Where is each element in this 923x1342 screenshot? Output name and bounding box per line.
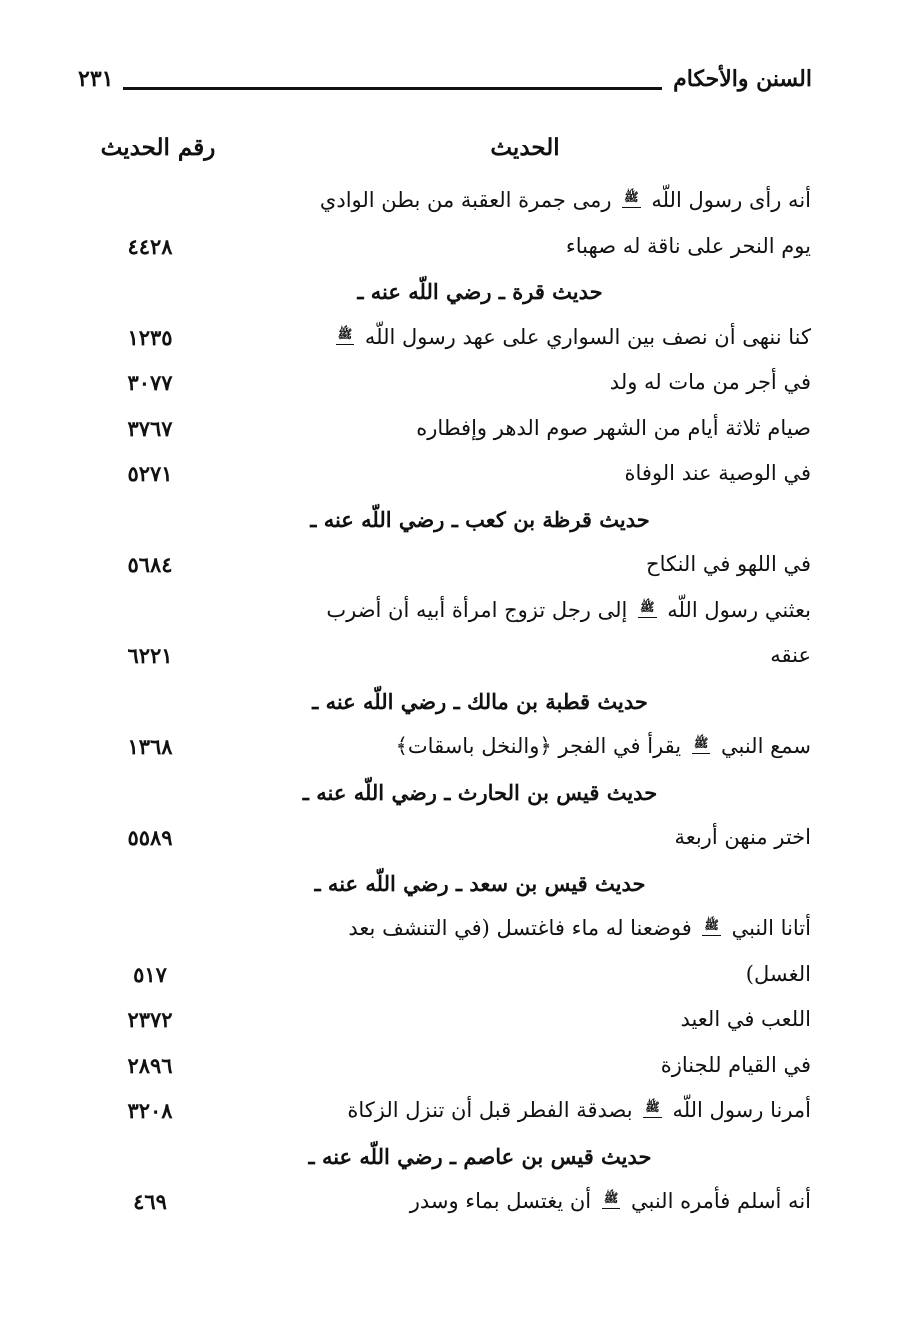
salutation-glyph: ﷺ [692, 736, 711, 754]
hadith-text: أنه أسلم فأمره النبي ﷺ أن يغتسل بماء وسدر [409, 1189, 811, 1213]
hadith-text: اللعب في العيد [680, 1007, 811, 1031]
running-header [70, 66, 812, 106]
section-heading: حديث قرظة بن كعب ـ رضي اللّه عنه ـ [310, 507, 650, 532]
hadith-text: كنا ننهى أن نصف بين السواري على عهد رسول اللّه ﷺ [337, 325, 811, 349]
hadith-text: بعثني رسول اللّه ﷺ إلى رجل تزوج امرأة أبيه أن أضرب [326, 598, 811, 622]
salutation-glyph: ﷺ [336, 327, 355, 345]
hadith-number: ١٢٣٥ [127, 325, 173, 350]
section-heading: حديث قطبة بن مالك ـ رضي اللّه عنه ـ [312, 689, 648, 714]
hadith-number: ٥١٧ [133, 962, 167, 987]
hadith-number: ٣٠٧٧ [127, 370, 173, 395]
salutation-glyph: ﷺ [622, 190, 641, 208]
hadith-text: اختر منهن أربعة [674, 825, 811, 849]
salutation-glyph: ﷺ [602, 1191, 621, 1209]
hadith-text: في اللهو في النكاح [646, 552, 811, 576]
salutation-glyph: ﷺ [638, 600, 657, 618]
hadith-number: ٢٣٧٢ [127, 1007, 173, 1032]
hadith-text: يوم النحر على ناقة له صهباء [565, 234, 811, 258]
hadith-number: ٥٦٨٤ [127, 552, 173, 577]
hadith-text: في أجر من مات له ولد [609, 370, 811, 394]
hadith-number: ٤٤٢٨ [127, 234, 173, 259]
hadith-number: ٦٢٢١ [127, 643, 173, 668]
hadith-number: ٥٥٨٩ [127, 825, 173, 850]
salutation-glyph: ﷺ [702, 918, 721, 936]
section-heading: حديث قيس بن عاصم ـ رضي اللّه عنه ـ [308, 1144, 652, 1169]
hadith-text: الغسل) [745, 962, 811, 986]
section-heading: حديث قيس بن سعد ـ رضي اللّه عنه ـ [314, 871, 646, 896]
hadith-number: ٥٢٧١ [127, 461, 173, 486]
column-header-number: رقم الحديث [100, 134, 216, 161]
hadith-number: ١٣٦٨ [127, 734, 173, 759]
hadith-number: ٣٧٦٧ [127, 416, 173, 441]
hadith-text: أتانا النبي ﷺ فوضعنا له ماء فاغتسل (في التنشف بعد [348, 916, 811, 940]
hadith-text: في الوصية عند الوفاة [624, 461, 811, 485]
header-rule [123, 87, 662, 90]
hadith-number: ٢٨٩٦ [127, 1053, 173, 1078]
salutation-glyph: ﷺ [643, 1100, 662, 1118]
hadith-text: صيام ثلاثة أيام من الشهر صوم الدهر وإفطاره [416, 416, 811, 440]
hadith-text: عنقه [770, 643, 811, 667]
hadith-text: أمرنا رسول اللّه ﷺ بصدقة الفطر قبل أن تنزل الزكاة [347, 1098, 811, 1122]
hadith-text: أنه رأى رسول اللّه ﷺ رمى جمرة العقبة من بطن الوادي [319, 188, 811, 212]
page-number: ٢٣١ [78, 66, 114, 92]
section-heading: حديث قرة ـ رضي اللّه عنه ـ [357, 279, 603, 304]
hadith-text: سمع النبي ﷺ يقرأ في الفجر ﴿والنخل باسقات﴾ [395, 734, 811, 758]
column-header-hadith: الحديث [490, 134, 560, 161]
hadith-number: ٤٦٩ [133, 1189, 167, 1214]
hadith-number: ٣٢٠٨ [127, 1098, 173, 1123]
hadith-text: في القيام للجنازة [660, 1053, 811, 1077]
section-heading: حديث قيس بن الحارث ـ رضي اللّه عنه ـ [302, 780, 658, 805]
book-title: السنن والأحكام [673, 66, 812, 92]
